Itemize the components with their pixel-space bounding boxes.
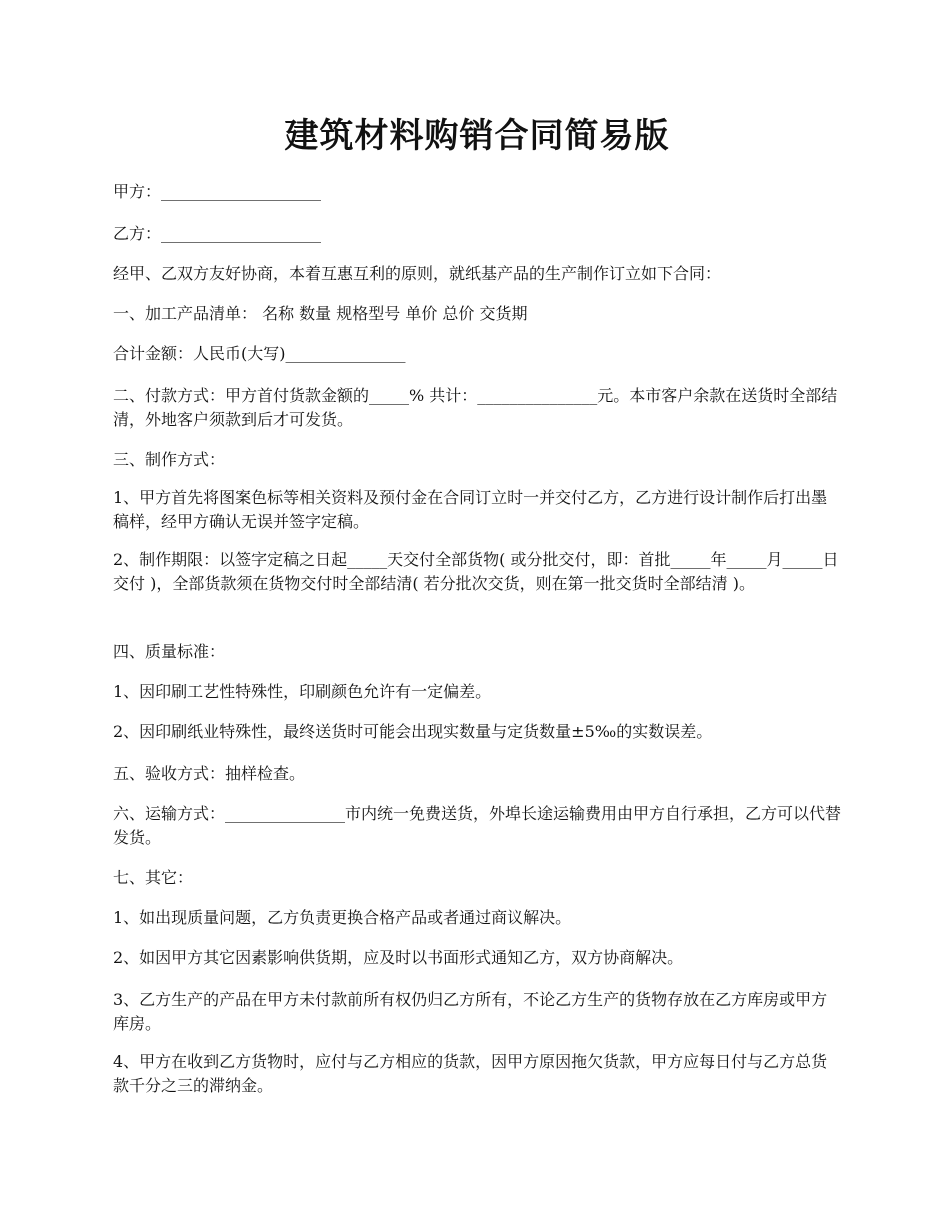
- party-a-line: 甲方：____________________: [113, 182, 322, 201]
- section-4-heading: 四、质量标准：: [113, 642, 226, 661]
- intro-paragraph: 经甲、乙双方友好协商，本着互惠互利的原则，就纸基产品的生产制作订立如下合同：: [113, 264, 722, 283]
- section-4-item-2: 2、因印刷纸业特殊性，最终送货时可能会出现实数量与定货数量±5‰的实数误差。: [113, 722, 713, 741]
- section-3-heading: 三、制作方式：: [113, 450, 226, 469]
- section-3-item-2: 2、制作期限：以签字定稿之日起_____天交付全部货物( 或分批交付，即：首批_____年_____月_____日交付 )，全部货款须在货物交付时全部结清( 若分批次交货，则在第一批交货时全部结清 )。: [113, 550, 839, 593]
- section-2-payment: 二、付款方式：甲方首付货款金额的_____% 共计：_______________元。本市客户余款在送货时全部结清，外地客户须款到后才可发货。: [113, 386, 838, 429]
- section-4-item-1: 1、因印刷工艺性特殊性，印刷颜色允许有一定偏差。: [113, 682, 492, 701]
- section-7-item-2: 2、如因甲方其它因素影响供货期，应及时以书面形式通知乙方，双方协商解决。: [113, 948, 684, 967]
- total-amount-line: 合计金额：人民币(大写)_______________: [113, 344, 406, 363]
- section-1-heading: 一、加工产品清单： 名称 数量 规格型号 单价 总价 交货期: [113, 304, 528, 323]
- section-6-transport: 六、运输方式：_______________市内统一免费送货，外埠长途运输费用由甲方自行承担，乙方可以代替发货。: [113, 804, 842, 847]
- section-7-item-1: 1、如出现质量问题，乙方负责更换合格产品或者通过商议解决。: [113, 908, 572, 927]
- party-b-line: 乙方：____________________: [113, 224, 322, 243]
- section-7-item-4: 4、甲方在收到乙方货物时，应付与乙方相应的货款，因甲方原因拖欠货款，甲方应每日付与乙方总货款千分之三的滞纳金。: [113, 1052, 828, 1095]
- section-3-item-1: 1、甲方首先将图案色标等相关资料及预付金在合同订立时一并交付乙方，乙方进行设计制作后打出墨稿样，经甲方确认无误并签字定稿。: [113, 488, 828, 531]
- section-7-item-3: 3、乙方生产的产品在甲方未付款前所有权仍归乙方所有，不论乙方生产的货物存放在乙方库房或甲方库房。: [113, 990, 828, 1033]
- section-7-heading: 七、其它：: [113, 868, 194, 887]
- document-title: 建筑材料购销合同简易版: [284, 116, 670, 156]
- section-5-inspection: 五、验收方式：抽样检查。: [113, 764, 306, 783]
